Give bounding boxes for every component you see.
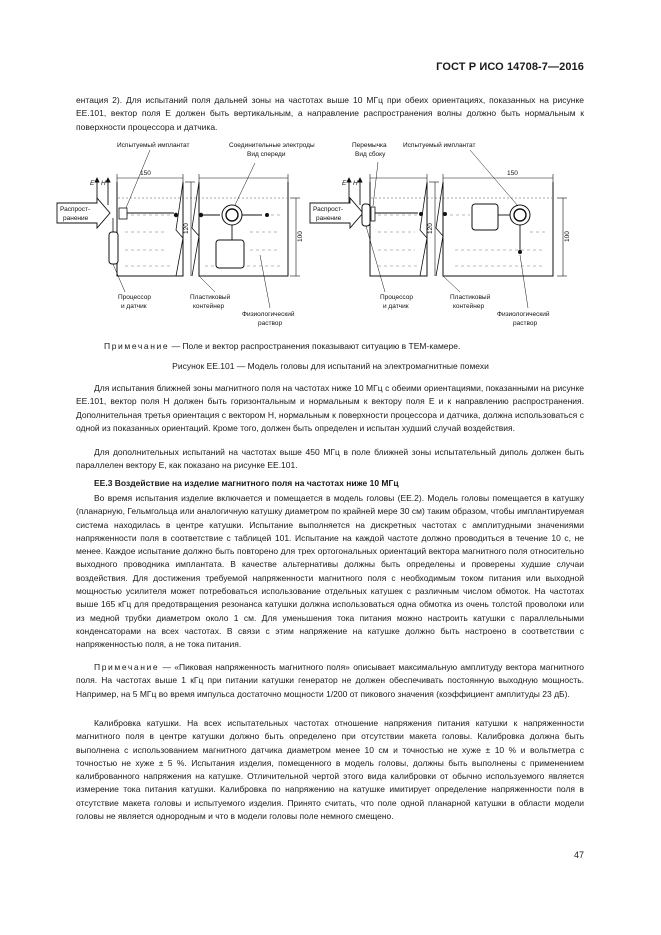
left-implant-label: Испытуемый имплантат bbox=[117, 142, 190, 149]
left-source-label-2: ранение bbox=[63, 215, 89, 222]
left-processor-label-1: Процессор bbox=[118, 294, 151, 301]
figure-note bbox=[104, 341, 460, 351]
right-dim-100: 100 bbox=[564, 231, 571, 242]
right-diagram bbox=[310, 141, 571, 327]
right-e-label: E bbox=[342, 180, 347, 187]
figure-caption: Рисунок EE.101 — Модель головы для испытаний на электромагнитные помехи bbox=[172, 361, 489, 371]
paragraph-3-text: Для дополнительных испытаний на частотах выше 450 МГц в поле ближней зоны испытательный диполь должен быть параллелен вектору E, как показано на рисунке EE.101. bbox=[76, 447, 584, 471]
right-container-label-2: контейнер bbox=[453, 303, 485, 310]
right-h-label: H bbox=[353, 180, 358, 187]
paragraph-1-text: ентация 2). Для испытаний поля дальней зоны на частотах выше 10 МГц при обеих ориентациях, показанных на рисунке EE.101, вектор поля E должен быть вертикальным, а направление распространения волны должно быть нормальным к поверхности процессора и датчика. bbox=[76, 95, 584, 132]
left-processor-label-2: и датчик bbox=[121, 303, 147, 310]
left-dim-150: 150 bbox=[140, 170, 151, 177]
right-solution-label-1: Физиологический bbox=[497, 311, 550, 318]
left-dim-100: 100 bbox=[297, 231, 304, 242]
section-ee3 bbox=[76, 477, 584, 490]
left-solution-label-1: Физиологический bbox=[242, 311, 295, 318]
right-implant-label: Испытуемый имплантат bbox=[403, 142, 476, 149]
note-2-label: Примечание bbox=[94, 662, 160, 672]
right-source-label-1: Распрост- bbox=[313, 206, 344, 213]
section-heading: EE.3 Воздействие на изделие магнитного поля на частотах ниже 10 МГц bbox=[94, 478, 399, 488]
document-header: ГОСТ Р ИСО 14708-7—2016 bbox=[436, 61, 584, 73]
left-electrodes-label-2: Вид спереди bbox=[247, 151, 286, 158]
paragraph-3 bbox=[76, 446, 584, 473]
right-dim-150: 150 bbox=[507, 170, 518, 177]
paragraph-5 bbox=[76, 717, 584, 823]
paragraph-2-text: Для испытания ближней зоны магнитного поля на частотах ниже 10 МГц с обеими ориентациями, показанными на рисунке EE.101, вектор поля H должен быть горизонтальным и нормальным к вектору поля E и к направлению распространения. Дополнительная третья ориентация с вектором H, нормальным к поверхности процессора и датчика, должна использоваться с одной из показанных ориентаций. Кроме того, должен быть определен и испытан худший случай воздействия. bbox=[76, 383, 584, 433]
right-solution-label-2: раствор bbox=[513, 320, 538, 327]
figure-note-label: Примечание bbox=[104, 341, 170, 351]
right-dim-120: 120 bbox=[427, 223, 434, 234]
left-electrodes-label-1: Соединительные электроды bbox=[229, 142, 315, 149]
right-processor-label-1: Процессор bbox=[380, 294, 413, 301]
right-jumper-label-2: Вид сбоку bbox=[355, 151, 386, 158]
note-2 bbox=[76, 661, 584, 701]
left-source-label-1: Распрост- bbox=[60, 206, 91, 213]
right-container-label-1: Пластиковый bbox=[450, 294, 491, 301]
left-dim-120: 120 bbox=[183, 223, 190, 234]
left-diagram bbox=[57, 141, 315, 327]
left-solution-label-2: раствор bbox=[258, 320, 283, 327]
paragraph-4 bbox=[76, 492, 584, 652]
right-processor-label-2: и датчик bbox=[383, 303, 409, 310]
left-e-label: E bbox=[90, 180, 95, 187]
paragraph-1 bbox=[76, 94, 584, 134]
paragraph-5-text: Калибровка катушки. На всех испытательных частотах отношение напряжения питания катушки к напряженности магнитного поля в центре катушки должно быть определено при отсутствии макета головы. Калибровка должна быть выполнена с использованием магнитного датчика диаметром менее 10 см и точностью не хуже ± 10 % и вольтметра с точностью не хуже ± 5 %. Испытания изделия, помещенного в модель головы, должны быть выполнены с применением калиброванного напряжения на катушке. Отличительной чертой этого вида калибровки от обычно используемого является измерение тока питания катушки. Калибровка по напряжению на катушке имитирует определение напряженности поля в отсутствие макета головы и испытуемого изделия. Принято считать, что поле одной планарной катушки в области модели головы не является однородным и что в модели головы поле немного смещено. bbox=[76, 718, 584, 822]
left-container-label-2: контейнер bbox=[193, 303, 225, 310]
figure-note-text: — Поле и вектор распространения показывают ситуацию в ТЕМ-камере. bbox=[169, 341, 461, 351]
page-number: 47 bbox=[573, 850, 584, 860]
left-container-label-1: Пластиковый bbox=[190, 294, 231, 301]
left-h-label: H bbox=[101, 180, 106, 187]
figure-ee101 bbox=[0, 134, 661, 334]
paragraph-4-text: Во время испытания изделие включается и помещается в модель головы (EE.2). Модель головы помещается в катушку (планарную, Гельмгольца или аналогичную катушку диаметром по крайней мере 30 см) таким образом, чтобы имплантируемая система находилась в центре катушки. Испытание выполняется на дискретных частотах с амплитудными значениями напряженности поля в соответствие с таблицей 101. Испытание на каждой частоте должно проводиться в течение 10 с, не менее. Каждое испытание должно быть повторено для трех ортогональных ориентаций вектора магнитного поля относительно выходного проводника имплантата. В качестве альтернативы должны быть определены и проверены худшие случаи воздействия. Для достижения требуемой напряженности магнитного поля с необходимым током питания или выходной мощностью усилителя может потребоваться использование отдельных катушек с различным числом обмоток. На частотах выше 165 кГц для предотвращения резонанса катушки должна использоваться одна обмотка из очень толстой проволоки или из медной трубки диаметром около 1 см. Для уменьшения тока питания можно настроить катушки с параллельными конденсаторами на всех частотах. В связи с этим напряжение на катушке должно быть настроено в соответствии с напряженностью поля, а не тока питания. bbox=[76, 493, 584, 650]
note-2-text: — «Пиковая напряженность магнитного поля» описывает максимальную амплитуду вектора магнитного поля. На частотах выше 1 кГц при питании катушки генератор не должен обеспечивать постоянную выходную мощность. Например, на 5 МГц во время импульса достаточно мощности 1/200 от пикового значения (коэффициент амплитуды 23 дБ). bbox=[76, 662, 584, 699]
right-source-label-2: ранение bbox=[316, 215, 342, 222]
paragraph-2 bbox=[76, 382, 584, 435]
right-jumper-label-1: Перемычка bbox=[352, 142, 387, 149]
